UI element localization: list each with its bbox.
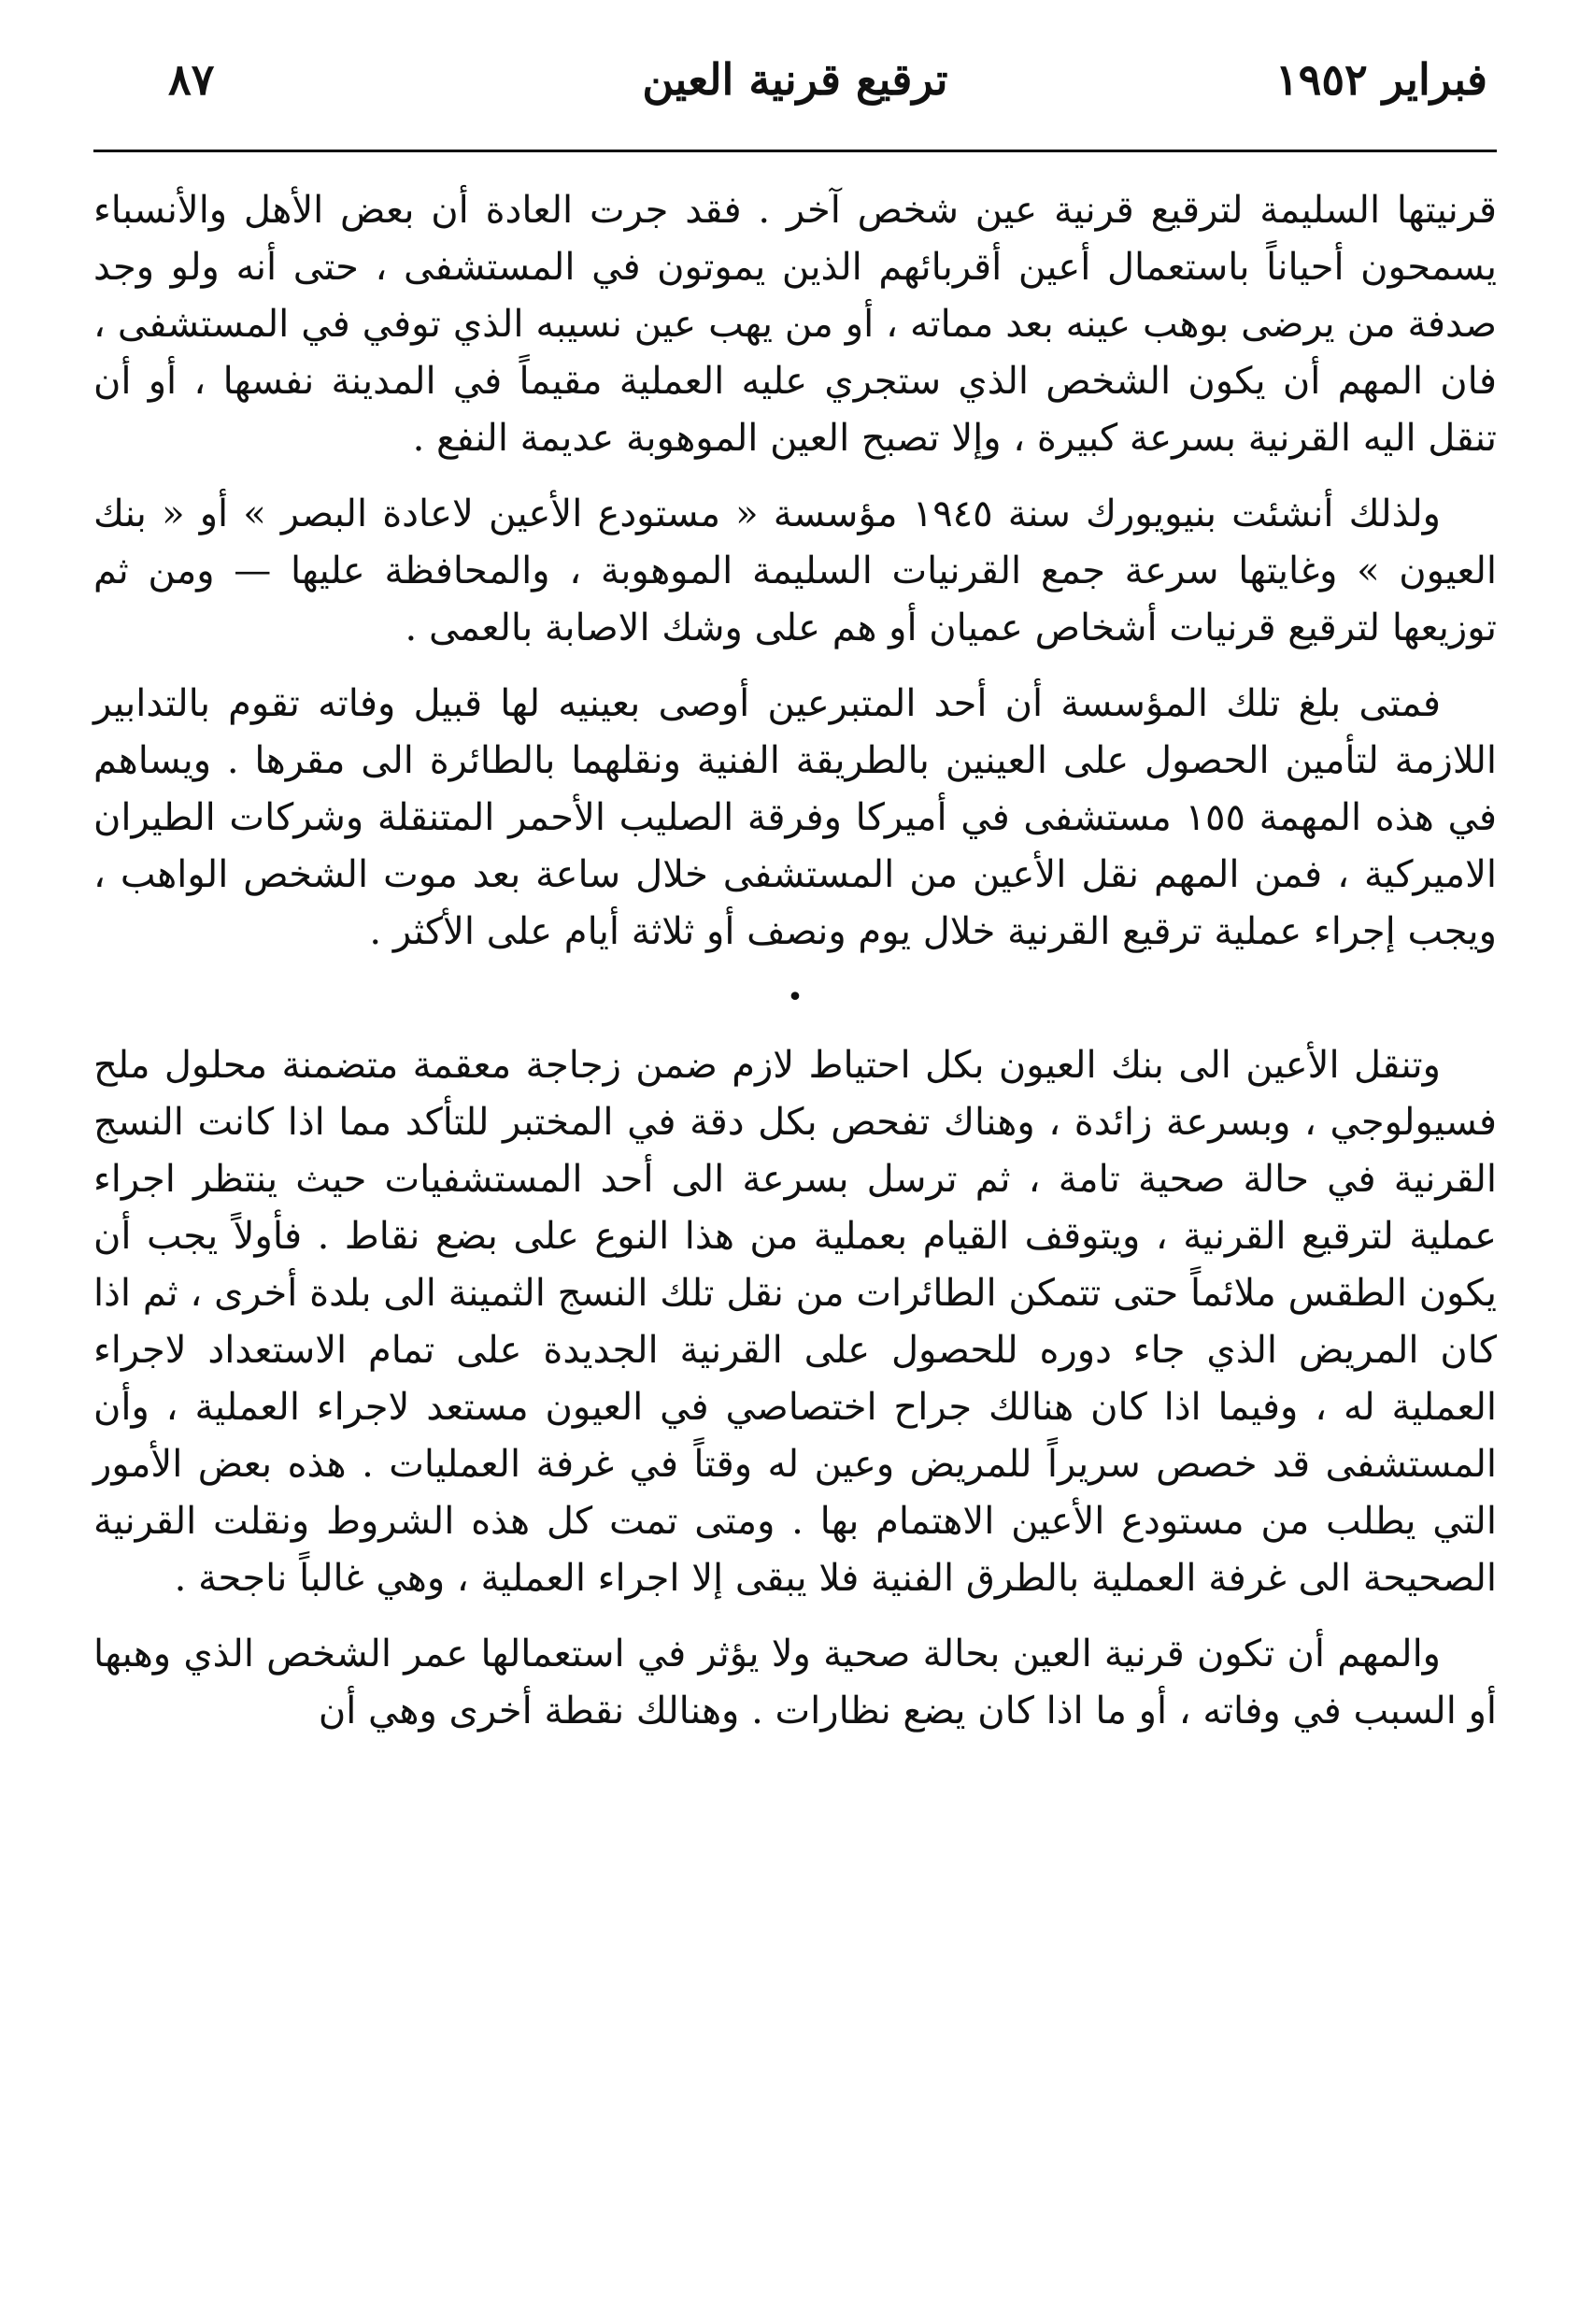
paragraph-4: وتنقل الأعين الى بنك العيون بكل احتياط لازم ضمن زجاجة معقمة متضمنة محلول ملح فسيولوجي ، وبسرعة زائدة ، وهناك تفحص بكل دقة في المختبر للتأكد مما اذا كانت النسج القرنية في حالة صحية تامة ، ثم ترسل بسرعة الى أحد المستشفيات حيث ينتظر اجراء عملية لترقيع القرنية ، ويتوقف القيام بعملية من هذا النوع على بضع نقاط . فأولاً يجب أن يكون الطقس ملائماً حتى تتمكن الطائرات من نقل تلك النسج الثمينة الى بلدة أخرى ، ثم اذا كان المريض الذي جاء دوره للحصول على القرنية الجديدة على تمام الاستعداد لاجراء العملية له ، وفيما اذا كان هنالك جراح اختصاصي في العيون مستعد لاجراء العملية ، وأن المستشفى قد خصص سريراً للمريض وعين له وقتاً في غرفة العمليات . هذه بعض الأمور التي يطلب من مستودع الأعين الاهتمام بها . ومتى تمت كل هذه الشروط ونقلت القرنية الصحيحة الى غرفة العملية بالطرق الفنية فلا يبقى إلا اجراء العملية ، وهي غالباً ناجحة . <box>93 1044 1497 1600</box>
page-number: ٨٧ <box>168 54 215 105</box>
paragraph-2: ولذلك أنشئت بنيويورك سنة ١٩٤٥ مؤسسة « مستودع الأعين لاعادة البصر » أو « بنك العيون » وغايتها سرعة جمع القرنيات السليمة الموهوبة ، والمحافظة عليها — ومن ثم توزيعها لترقيع قرنيات أشخاص عميان أو هم على وشك الاصابة بالعمى . <box>93 492 1497 649</box>
section-separator: • <box>787 981 804 1014</box>
header-date: فبراير ١٩٥٢ <box>1274 54 1487 105</box>
paragraph-1: قرنيتها السليمة لترقيع قرنية عين شخص آخر . فقد جرت العادة أن بعض الأهل والأنسباء يسمحون أحياناً باستعمال أعين أقربائهم الذين يموتون في المستشفى ، حتى أنه ولو وجد صدفة من يرضى بوهب عينه بعد مماته ، أو من يهب عين نسيبه الذي توفي في المستشفى ، فان المهم أن يكون الشخص الذي ستجري عليه العملية مقيماً في المدينة نفسها ، أو أن تنقل اليه القرنية بسرعة كبيرة ، وإلا تصبح العين الموهوبة عديمة النفع . <box>93 189 1497 460</box>
header-title: ترقيع قرنية العين <box>642 54 948 105</box>
running-header <box>93 37 1497 121</box>
article-body <box>93 182 1497 1740</box>
paragraph-5: والمهم أن تكون قرنية العين بحالة صحية ولا يؤثر في استعمالها عمر الشخص الذي وهبها أو السبب في وفاته ، أو ما اذا كان يضع نظارات . وهنالك نقطة أخرى وهي أن <box>93 1633 1497 1732</box>
header-rule <box>93 150 1497 152</box>
paragraph-3: فمتى بلغ تلك المؤسسة أن أحد المتبرعين أوصى بعينيه لها قبيل وفاته تقوم بالتدابير اللازمة لتأمين الحصول على العينين بالطريقة الفنية ونقلهما بالطائرة الى مقرها . ويساهم في هذه المهمة ١٥٥ مستشفى في أميركا وفرقة الصليب الأحمر المتنقلة وشركات الطيران الاميركية ، فمن المهم نقل الأعين من المستشفى خلال ساعة بعد موت الشخص الواهب ، ويجب إجراء عملية ترقيع القرنية خلال يوم ونصف أو ثلاثة أيام على الأكثر . <box>93 682 1497 953</box>
